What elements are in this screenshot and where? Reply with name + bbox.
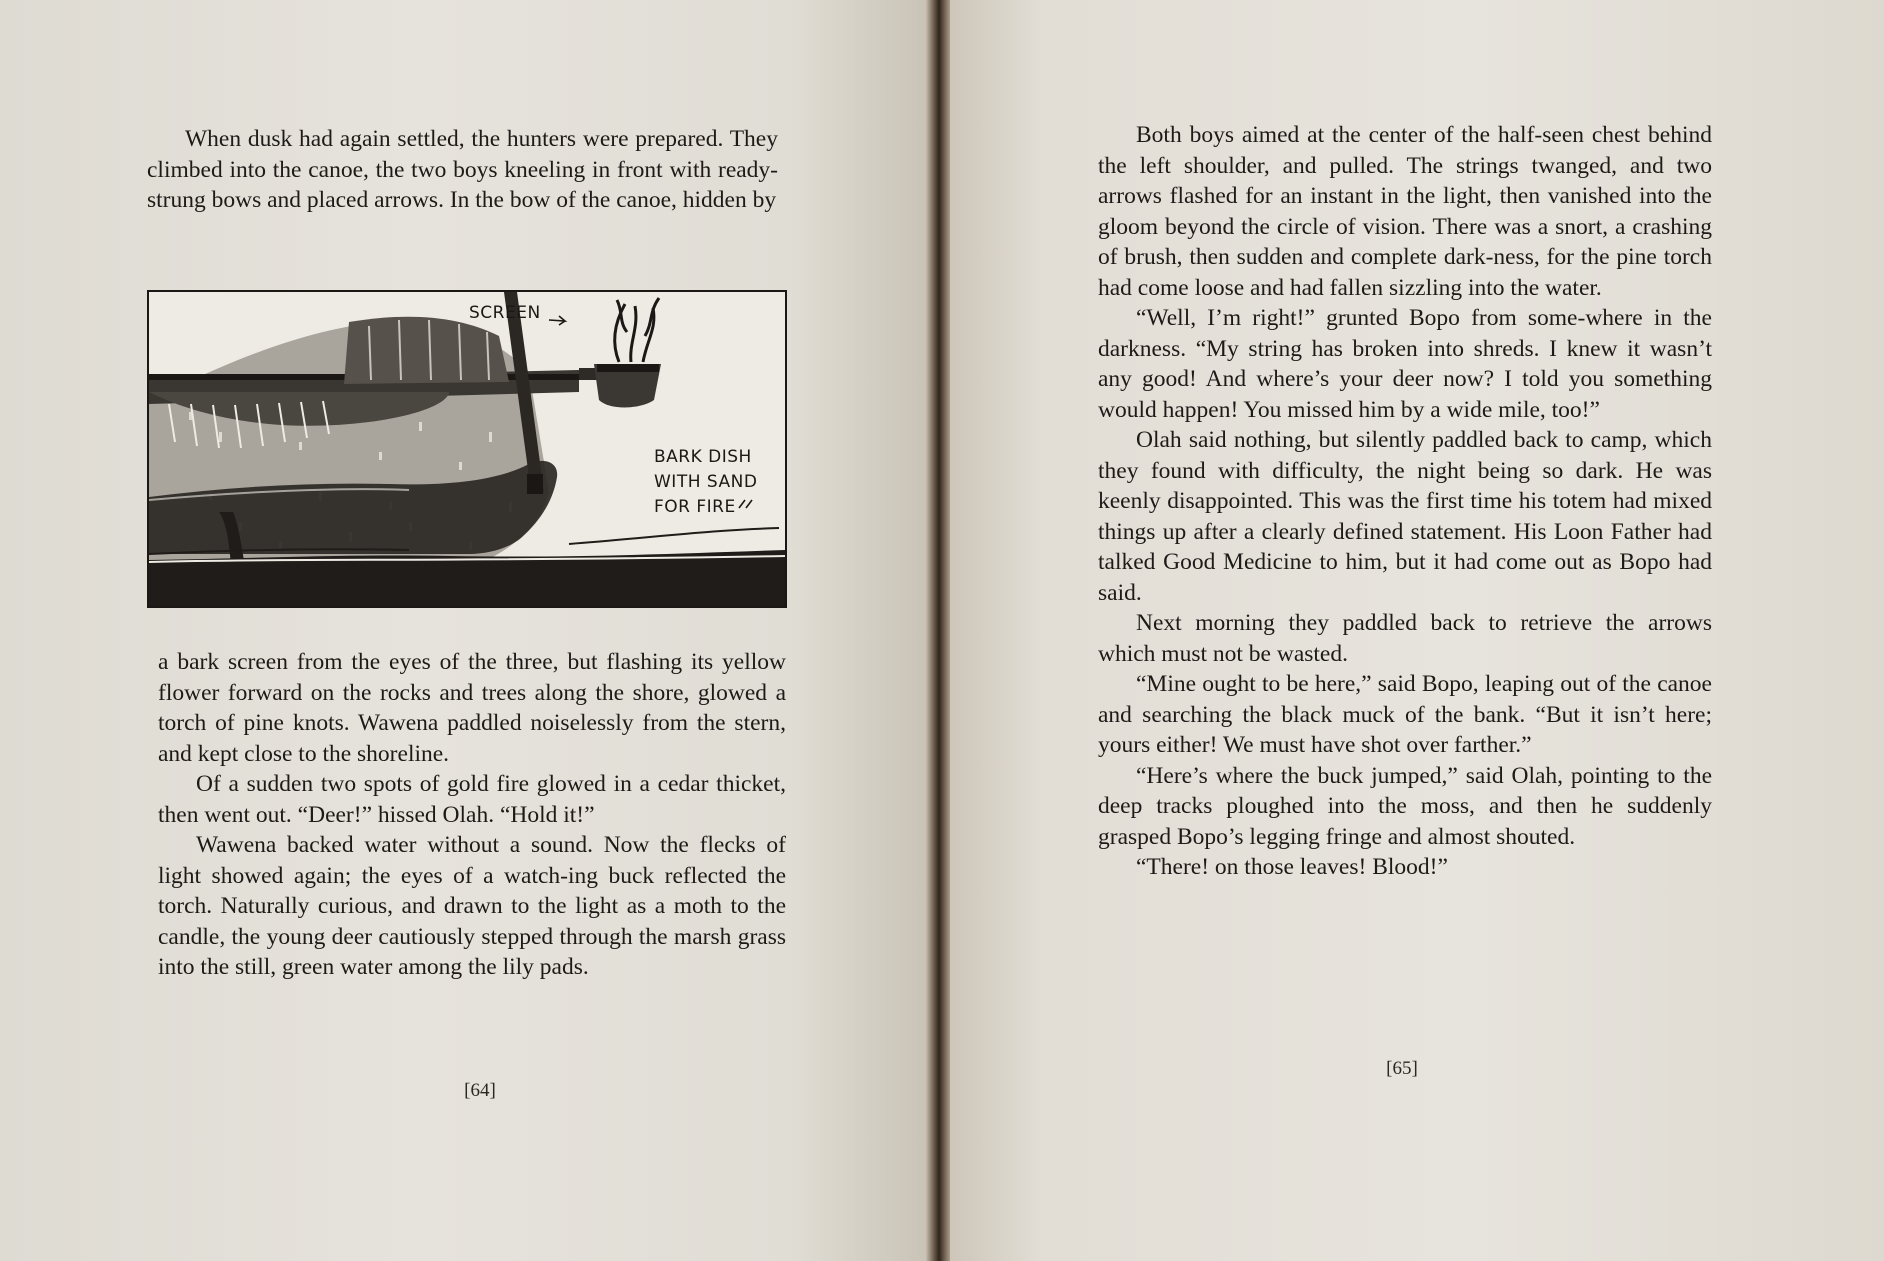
page-number-left: [64] [464, 1080, 496, 1101]
label-dish-3: FOR FIRE [654, 497, 736, 517]
paragraph: Of a sudden two spots of gold fire glowed in a cedar thicket, then went out. “Deer!” hissed Olah. “Hold it!” [158, 771, 786, 828]
book-spine-gutter [926, 0, 952, 1261]
page-number-right: [65] [1386, 1058, 1418, 1079]
paragraph: When dusk had again settled, the hunters were prepared. They climbed into the canoe, the two boys kneeling in front with ready-strung bows and placed arrows. In the bow of the canoe, hidden by [147, 126, 778, 213]
label-screen: SCREEN [469, 303, 541, 323]
left-body-text [158, 647, 786, 983]
canoe-drawing [149, 292, 785, 606]
paragraph: “Well, I’m right!” grunted Bopo from some-where in the darkness. “My string has broken into shreds. I knew it wasn’t any good! And where’s your deer now? I told you something would happen! You missed him by a wide mile, too!” [1098, 305, 1712, 423]
paragraph: “There! on those leaves! Blood!” [1136, 854, 1448, 880]
paragraph: Next morning they paddled back to retrieve the arrows which must not be wasted. [1098, 610, 1712, 667]
canoe-illustration [147, 290, 787, 608]
label-dish-1: BARK DISH [654, 447, 752, 467]
right-page [950, 0, 1884, 1261]
left-top-text [147, 124, 778, 216]
paragraph: a bark screen from the eyes of the three, but flashing its yellow flower forward on the rocks and trees along the shore, glowed a torch of pine knots. Wawena paddled noiselessly from the stern, and kept close to the shoreline. [158, 649, 786, 767]
left-page [0, 0, 930, 1261]
paragraph: “Mine ought to be here,” said Bopo, leaping out of the canoe and searching the black muck of the bank. “But it isn’t here; yours either! We must have shot over farther.” [1098, 671, 1712, 758]
label-dish-2: WITH SAND [654, 472, 758, 492]
paragraph: Olah said nothing, but silently paddled back to camp, which they found with difficulty, the night being so dark. He was keenly disappointed. This was the first time his totem had mixed things up after a clearly defined statement. His Loon Father had talked Good Medicine to him, but it had come out as Bopo had said. [1098, 427, 1712, 606]
paragraph: Wawena backed water without a sound. Now the flecks of light showed again; the eyes of a watch-ing buck reflected the torch. Naturally curious, and drawn to the light as a moth to the candle, the young deer cautiously stepped through the marsh grass into the still, green water among the lily pads. [158, 832, 786, 980]
paragraph: Both boys aimed at the center of the half-seen chest behind the left shoulder, and pulled. The strings twanged, and two arrows flashed for an instant in the light, then vanished into the gloom beyond the circle of vision. There was a snort, a crashing of brush, then sudden and complete dark-ness, for the pine torch had come loose and had fallen sizzling into the water. [1098, 122, 1712, 301]
paragraph: “Here’s where the buck jumped,” said Olah, pointing to the deep tracks ploughed into the moss, and then he suddenly grasped Bopo’s legging fringe and almost shouted. [1098, 762, 1712, 850]
right-body-text [1098, 120, 1712, 883]
